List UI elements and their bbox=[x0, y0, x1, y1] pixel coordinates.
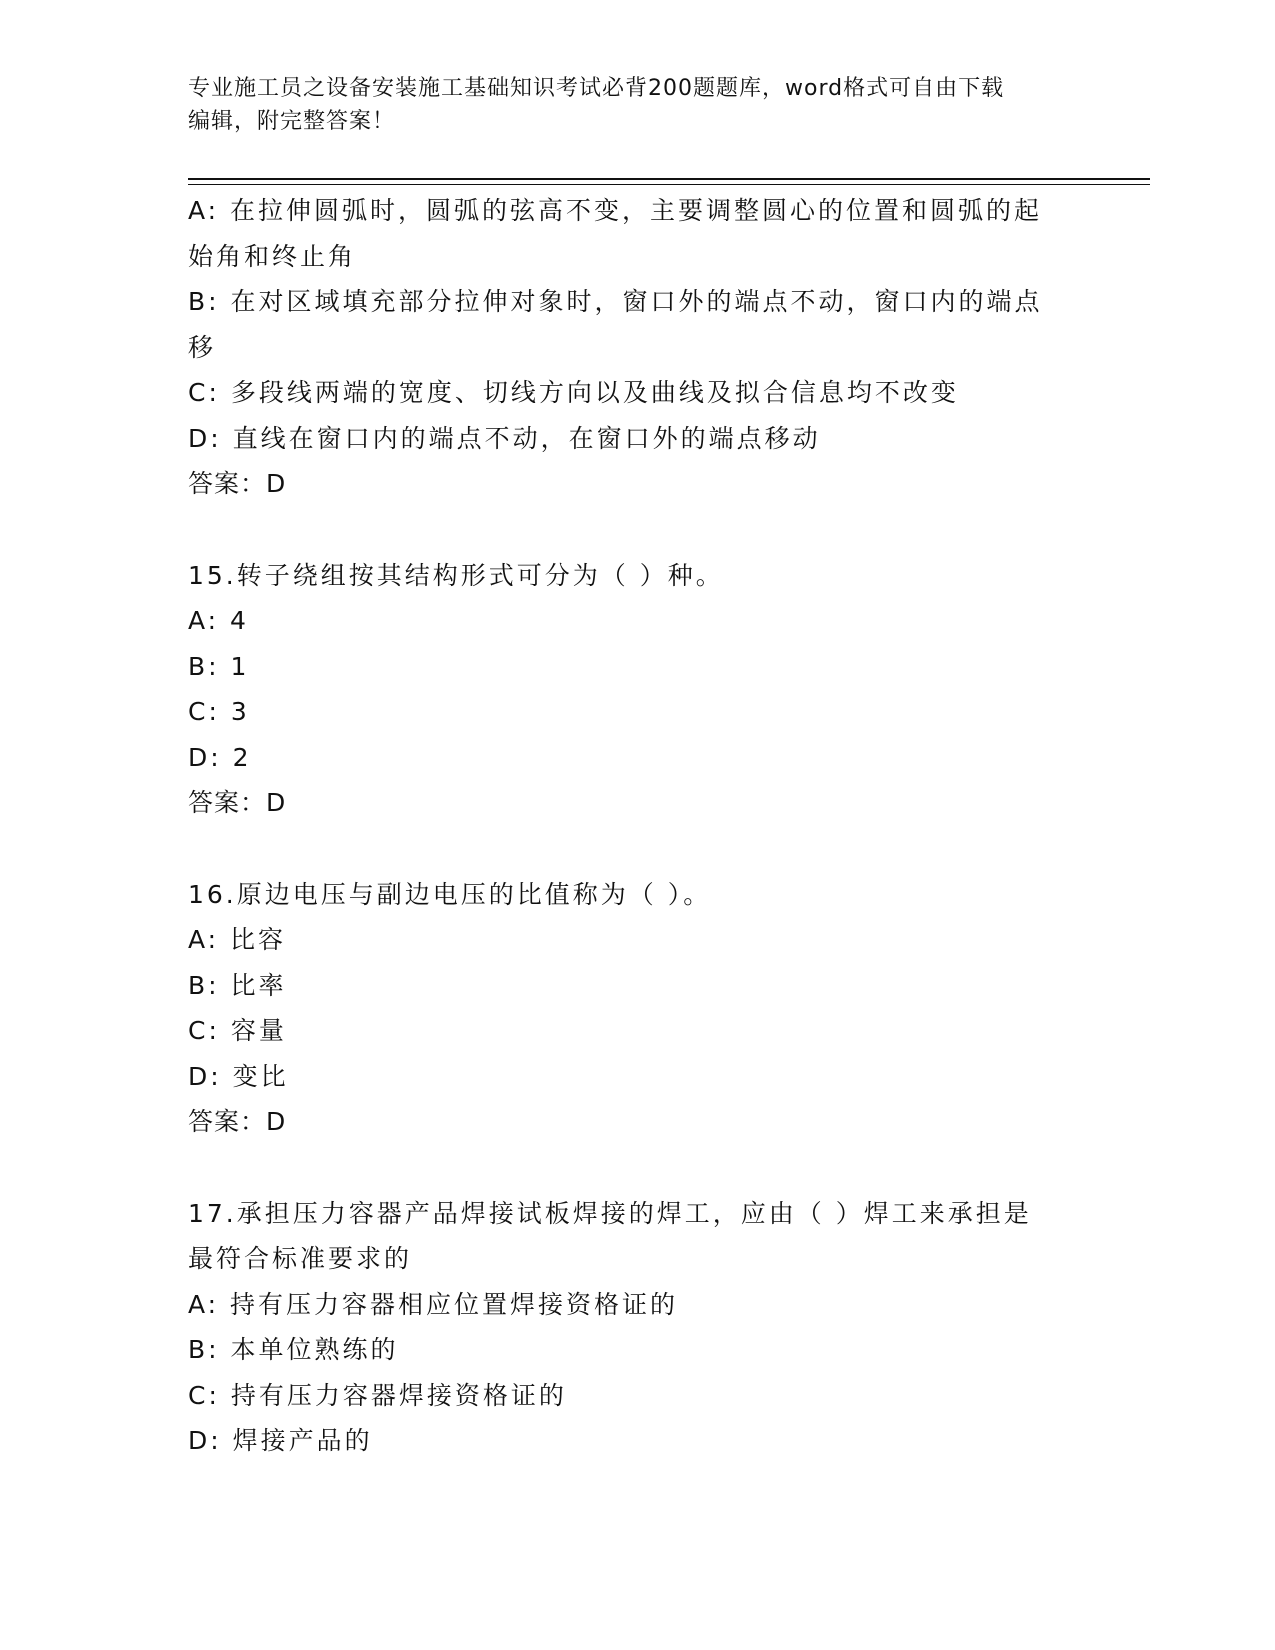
question-content bbox=[188, 188, 1088, 1464]
option-d: D: 焊接产品的 bbox=[188, 1426, 373, 1455]
option-c: C: 容量 bbox=[188, 1016, 287, 1045]
document-header bbox=[188, 72, 1088, 138]
answer: 答案：D bbox=[188, 469, 287, 498]
option-b: B: 本单位熟练的 bbox=[188, 1335, 399, 1364]
spacer bbox=[188, 826, 1088, 872]
question-stem-line-1: 17.承担压力容器产品焊接试板焊接的焊工，应由（ ）焊工来承担是 bbox=[188, 1198, 1032, 1228]
question-16 bbox=[188, 872, 1088, 1145]
question-stem: 16.原边电压与副边电压的比值称为（ ）。 bbox=[188, 879, 712, 909]
option-a: A: 比容 bbox=[188, 925, 287, 954]
header-divider-thin bbox=[188, 184, 1150, 185]
option-b: B: 1 bbox=[188, 651, 250, 681]
answer: 答案：D bbox=[188, 1107, 287, 1136]
spacer bbox=[188, 507, 1088, 553]
header-title-line-1: 专业施工员之设备安装施工基础知识考试必背200题题库，word格式可自由下载 bbox=[188, 76, 1005, 101]
question-17 bbox=[188, 1191, 1088, 1464]
spacer bbox=[188, 1145, 1088, 1191]
option-b: B: 比率 bbox=[188, 970, 287, 1000]
option-a-line-1: A: 在拉伸圆弧时，圆弧的弦高不变，主要调整圆心的位置和圆弧的起 bbox=[188, 196, 1043, 225]
header-title-line-2: 编辑，附完整答案！ bbox=[188, 109, 396, 134]
option-a-line-2: 始角和终止角 bbox=[188, 241, 357, 271]
question-stem: 15.转子绕组按其结构形式可分为（ ）种。 bbox=[188, 560, 724, 590]
option-d: D: 直线在窗口内的端点不动，在窗口外的端点移动 bbox=[188, 423, 821, 453]
option-b-line-2: 移 bbox=[188, 332, 217, 362]
option-a: A: 4 bbox=[188, 606, 249, 635]
option-c: C: 多段线两端的宽度、切线方向以及曲线及拟合信息均不改变 bbox=[188, 378, 959, 407]
question-14-continued bbox=[188, 188, 1088, 507]
option-d: D: 变比 bbox=[188, 1061, 289, 1091]
question-stem-line-2: 最符合标准要求的 bbox=[188, 1244, 413, 1273]
answer: 答案：D bbox=[188, 788, 287, 817]
header-divider-thick bbox=[188, 178, 1150, 180]
option-b-line-1: B: 在对区域填充部分拉伸对象时，窗口外的端点不动，窗口内的端点 bbox=[188, 287, 1043, 316]
option-a: A: 持有压力容器相应位置焊接资格证的 bbox=[188, 1289, 679, 1319]
option-c: C: 持有压力容器焊接资格证的 bbox=[188, 1380, 567, 1410]
question-15 bbox=[188, 553, 1088, 826]
option-c: C: 3 bbox=[188, 697, 250, 726]
option-d: D: 2 bbox=[188, 742, 252, 772]
